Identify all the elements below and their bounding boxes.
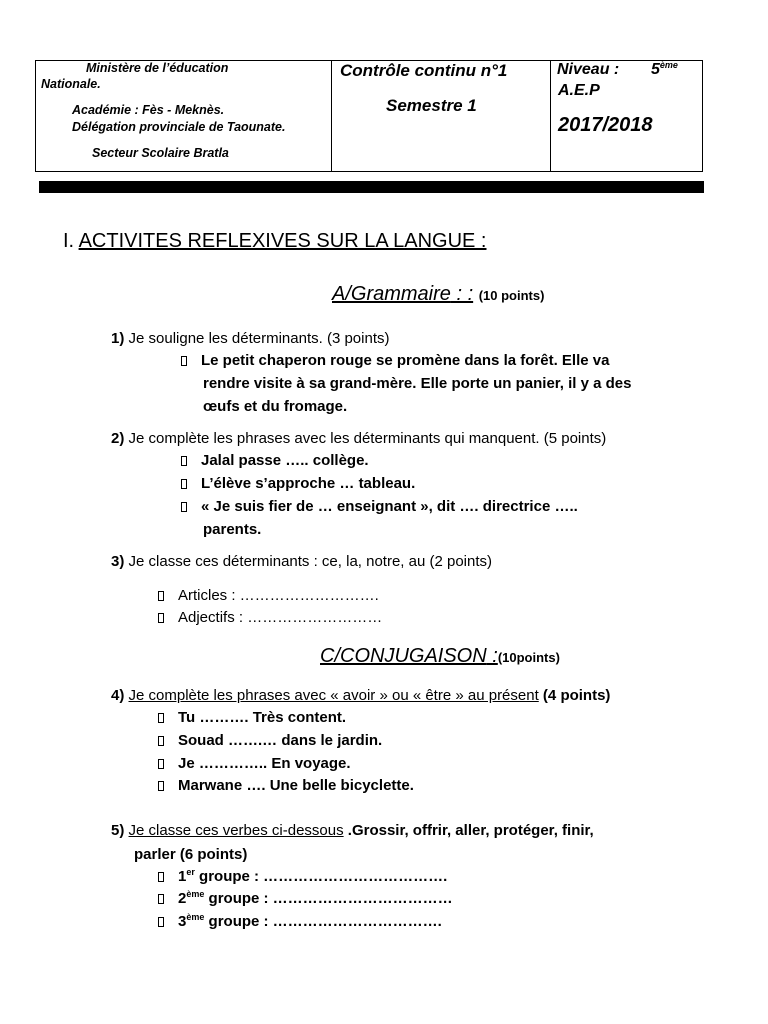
question-5: 5) Je classe ces verbes ci-dessous .Grossir, offrir, aller, protéger, finir, — [111, 822, 594, 839]
bullet-icon — [158, 894, 164, 904]
ministry-line1: Ministère de l’éducation — [86, 61, 229, 75]
q2-item: L’élève s’approche … tableau. — [181, 475, 415, 492]
sector: Secteur Scolaire Bratla — [92, 146, 229, 160]
q1-sentence-line: rendre visite à sa grand-mère. Elle porte un panier, il y a des — [203, 375, 632, 392]
q5-group-item: 2ème groupe : ……………………………… — [158, 890, 453, 907]
conjugation-heading: C/CONJUGAISON :(10points) — [320, 645, 560, 667]
q4-item: Marwane …. Une belle bicyclette. — [158, 777, 414, 794]
grammar-heading: A/Grammaire : : (10 points) — [332, 283, 545, 305]
bullet-icon — [158, 713, 164, 723]
bullet-icon — [158, 613, 164, 623]
section-title: I. ACTIVITES REFLEXIVES SUR LA LANGUE : — [63, 230, 487, 252]
bullet-icon — [158, 591, 164, 601]
q2-item-continued: parents. — [203, 521, 262, 538]
q2-item: « Je suis fier de … enseignant », dit …. directrice ….. — [181, 498, 578, 515]
q2-item: Jalal passe ….. collège. — [181, 452, 369, 469]
q3-item: Articles : ………………………. — [158, 587, 379, 604]
q1-sentence-line: œufs et du fromage. — [203, 398, 348, 415]
bullet-icon — [181, 456, 187, 466]
q4-item: Je ………….. En voyage. — [158, 755, 351, 772]
academy: Académie : Fès - Meknès. — [72, 103, 225, 117]
header-divider — [550, 61, 551, 171]
bullet-icon — [181, 502, 187, 512]
school-year: 2017/2018 — [558, 114, 653, 136]
q4-item: Tu ………. Très content. — [158, 709, 346, 726]
bullet-icon — [158, 759, 164, 769]
bullet-icon — [158, 781, 164, 791]
question-1: 1) Je souligne les déterminants. (3 points) — [111, 330, 390, 347]
header-divider — [331, 61, 332, 171]
bullet-icon — [181, 356, 187, 366]
separator-bar — [39, 181, 704, 193]
delegation: Délégation provinciale de Taounate. — [72, 120, 286, 134]
bullet-icon — [158, 736, 164, 746]
q4-item: Souad …….… dans le jardin. — [158, 732, 382, 749]
q1-sentence-line: Le petit chaperon rouge se promène dans la forêt. Elle va — [181, 352, 609, 369]
q5-group-item: 1er groupe : ………………………………. — [158, 868, 447, 885]
q3-item: Adjectifs : ……………………… — [158, 609, 382, 626]
semester: Semestre 1 — [386, 96, 477, 115]
q5-group-item: 3ème groupe : ……………………………. — [158, 913, 442, 930]
level-label: Niveau : — [557, 61, 620, 78]
level-value: 5ème — [651, 60, 678, 78]
question-3: 3) Je classe ces déterminants : ce, la, notre, au (2 points) — [111, 553, 493, 570]
bullet-icon — [158, 872, 164, 882]
question-2: 2) Je complète les phrases avec les déterminants qui manquent. (5 points) — [111, 430, 607, 447]
level-cycle: A.E.P — [558, 82, 600, 99]
bullet-icon — [181, 479, 187, 489]
ministry-line2: Nationale. — [41, 77, 101, 91]
control-title: Contrôle continu n°1 — [340, 61, 508, 80]
bullet-icon — [158, 917, 164, 927]
q5-verbs-line2: parler (6 points) — [134, 846, 248, 863]
question-4: 4) Je complète les phrases avec « avoir » ou « être » au présent (4 points) — [111, 687, 611, 704]
